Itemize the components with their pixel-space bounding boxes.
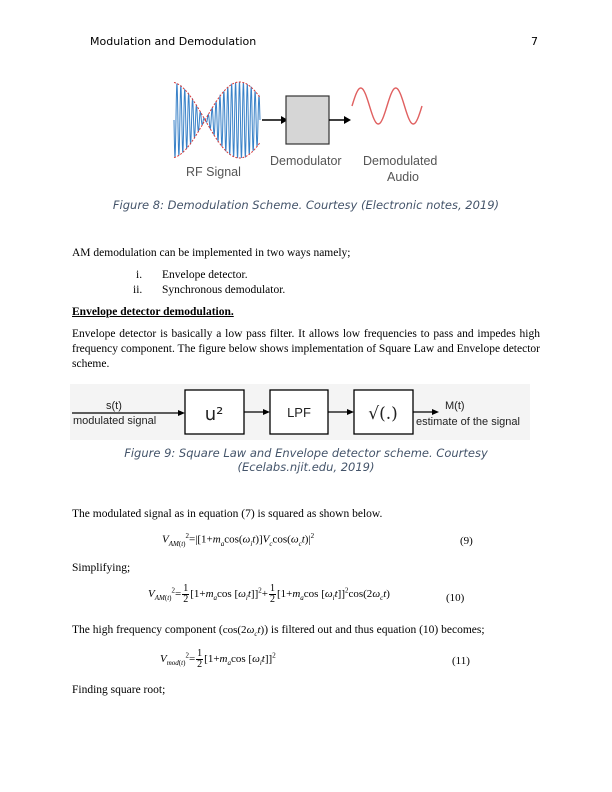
running-header: Modulation and Demodulation <box>90 35 257 48</box>
audio-label: Audio <box>387 170 419 184</box>
arrow-head-2 <box>344 116 351 124</box>
inline-cos-term: $\cos(2\omega_ct)$ <box>222 624 265 639</box>
method-item-1: Envelope detector. <box>162 269 248 281</box>
intro-text: AM demodulation can be implemented in two ways namely; <box>72 247 351 259</box>
equation-10-number: (10) <box>446 592 465 604</box>
square-block-label: u² <box>204 404 224 425</box>
method-marker-2: ii. <box>133 284 143 296</box>
demodulated-label: Demodulated <box>363 154 438 168</box>
figure-9-caption-line-2: (Ecelabs.njit.edu, 2019) <box>237 460 375 474</box>
rf-signal-carrier <box>174 82 260 158</box>
figure-9-caption-line-1: Figure 9: Square Law and Envelope detector scheme. Courtesy <box>124 446 488 460</box>
demodulation-scheme-figure <box>160 78 450 190</box>
equation-11-number: (11) <box>452 655 470 667</box>
figure-8-caption: Figure 8: Demodulation Scheme. Courtesy (Electronic notes, 2019) <box>112 198 500 212</box>
method-marker-1: i. <box>136 269 143 281</box>
high-frequency-text-after: ) is filtered out and thus equation (10) becomes; <box>264 624 485 636</box>
rf-signal-label: RF Signal <box>186 165 241 179</box>
page-number: 7 <box>531 35 538 48</box>
sqrt-block-label: √(.) <box>368 404 398 424</box>
demodulated-audio-wave <box>352 88 422 124</box>
high-frequency-text-before: The high frequency component ( <box>72 624 223 636</box>
squared-intro-text: The modulated signal as in equation (7) is squared as shown below. <box>72 508 383 520</box>
equation-11: $V_{mod(t)}^2=$ $\frac{1}{2}$ [$1+m_a\cos$ $[\omega_it]]^2$ <box>160 648 276 670</box>
simplifying-text: Simplifying; <box>72 562 131 574</box>
lpf-block-label: LPF <box>287 405 311 420</box>
section-heading: Envelope detector demodulation. <box>72 306 234 318</box>
equation-9-number: (9) <box>460 535 473 547</box>
output-signal-label: M(t) <box>445 400 465 412</box>
modulated-signal-label: modulated signal <box>73 415 157 427</box>
input-signal-label: s(t) <box>106 400 122 412</box>
high-frequency-text <box>72 623 485 642</box>
equation-10: $V_{AM(t)}^2=$ $\frac{1}{2}$ [$1+m_a\cos$ $[\omega_it]]^2+$ $\frac{1}{2}$ [$1+m_a\cos$ $[\omega_it]]^2\cos(2\omega_ct)$ <box>148 583 390 605</box>
demodulator-label: Demodulator <box>270 154 342 168</box>
finding-root-text: Finding square root; <box>72 684 166 696</box>
section-paragraph: Envelope detector is basically a low pass filter. It allows low frequencies to pass and impedes high frequency component. The figure below shows implementation of Square Law and Envelope detector scheme. <box>72 328 540 370</box>
square-law-detector-figure <box>70 384 530 440</box>
estimate-label: estimate of the signal <box>416 416 520 428</box>
equation-9: $V_{AM(t)}^2=|[1+m_a\cos(\omega_it)]V_c\cos(\omega_ct)|^2$ <box>162 532 315 548</box>
method-item-2: Synchronous demodulator. <box>162 284 286 296</box>
demodulator-box <box>286 96 329 144</box>
